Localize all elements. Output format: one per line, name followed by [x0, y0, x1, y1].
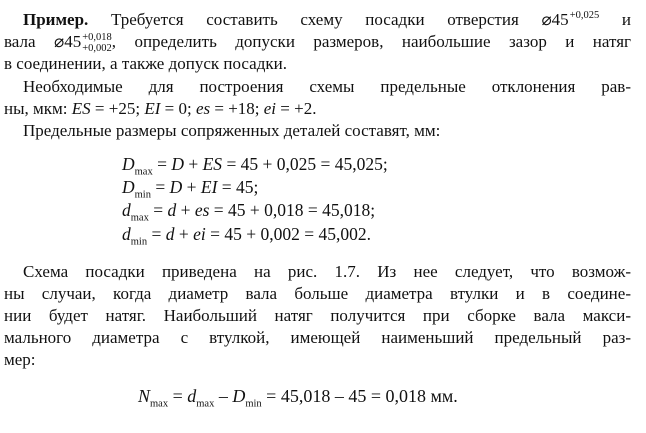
- formula-eq: =: [152, 154, 172, 174]
- formula-plus: +: [174, 224, 194, 244]
- formula-Nmax: [138, 386, 458, 415]
- formula-eq: =: [148, 200, 168, 220]
- N-symbol: N: [138, 386, 151, 406]
- example-line-1: [23, 10, 631, 30]
- formula-result: = 45;: [217, 177, 259, 197]
- formula-var3: ES: [202, 154, 223, 174]
- example-line-2-end: , определить допуски размеров, наибольшие зазор и натяг: [111, 32, 632, 51]
- hole-symbol: ⌀45: [541, 10, 569, 29]
- formula-result: = 45 + 0,018 = 45,018;: [209, 200, 376, 220]
- formula-var2: d: [165, 224, 175, 244]
- formula-var3: ei: [193, 224, 206, 244]
- formula-var: D: [122, 177, 135, 197]
- formula-plus: +: [183, 154, 203, 174]
- formula-sub: min: [130, 236, 148, 248]
- d-sub: max: [196, 398, 215, 410]
- example-line-1-text: Требуется составить схему посадки отверстия: [88, 10, 542, 29]
- final-minus: –: [214, 386, 233, 406]
- shaft-tolerance: [82, 32, 112, 54]
- example-line-1-end: и: [599, 10, 631, 29]
- es-value: = +18;: [210, 99, 264, 118]
- example-label: Пример.: [23, 10, 89, 29]
- ei-symbol: ei: [263, 99, 277, 118]
- example-line-3: в соединении, а также допуск посадки.: [4, 54, 287, 73]
- limits-line-1: Предельные размеры сопряженных деталей составят, мм:: [23, 121, 441, 140]
- ES-symbol: ES: [71, 99, 91, 118]
- formula-result: = 45 + 0,025 = 45,025;: [222, 154, 388, 174]
- formula-var2: d: [167, 200, 177, 220]
- shaft-symbol: ⌀45: [53, 32, 82, 51]
- ei-value: = +2.: [276, 99, 317, 118]
- example-line-2-start: вала: [4, 32, 54, 51]
- formula-eq: =: [150, 177, 170, 197]
- hole-tolerance: [570, 10, 600, 21]
- formula-var2: D: [169, 177, 183, 197]
- scheme-line-5: мер:: [4, 350, 36, 369]
- d-symbol: d: [187, 386, 197, 406]
- formula-var: d: [122, 200, 131, 220]
- D-sub: min: [245, 398, 262, 410]
- shaft-tol-upper: +0,018: [82, 32, 112, 44]
- scheme-line-3: нии будет натяг. Наибольший натяг получится при сборке вала макси-: [4, 306, 631, 325]
- formula-plus: +: [182, 177, 201, 197]
- deviations-line-1: Необходимые для построения схемы предельные отклонения рав-: [23, 77, 631, 96]
- formula-sub: max: [134, 166, 153, 178]
- formula-var3: es: [194, 200, 210, 220]
- deviations-line-2-start: ны, мкм:: [4, 99, 72, 118]
- formula-var3: EI: [200, 177, 218, 197]
- final-eq: =: [168, 386, 188, 406]
- formula-sub: min: [134, 189, 151, 201]
- example-line-2: [4, 32, 631, 54]
- D-symbol: D: [232, 386, 246, 406]
- formula-eq: =: [147, 224, 166, 244]
- EI-symbol: EI: [144, 99, 161, 118]
- final-result: = 45,018 – 45 = 0,018 мм.: [261, 386, 458, 406]
- formula-var: D: [122, 154, 135, 174]
- deviations-line-2: [4, 99, 316, 119]
- shaft-tol-lower: +0,002: [82, 43, 112, 55]
- es-symbol: es: [195, 99, 211, 118]
- formula-sub: max: [130, 212, 149, 224]
- EI-value: = 0;: [160, 99, 196, 118]
- N-sub: max: [150, 398, 169, 410]
- formula-var2: D: [171, 154, 184, 174]
- formula-dmin: [122, 224, 371, 253]
- scheme-line-1: Схема посадки приведена на рис. 1.7. Из нее следует, что возмож-: [23, 262, 631, 281]
- scheme-line-4: мального диаметра с втулкой, имеющей наименьший предельный раз-: [4, 328, 631, 347]
- formula-result: = 45 + 0,002 = 45,002.: [205, 224, 371, 244]
- formula-var: d: [122, 224, 131, 244]
- hole-tol-upper: +0,025: [569, 10, 600, 21]
- scheme-line-2: ны случаи, когда диаметр вала больше диаметра втулки и в соедине-: [4, 284, 631, 303]
- ES-value: = +25;: [90, 99, 145, 118]
- formula-plus: +: [176, 200, 195, 220]
